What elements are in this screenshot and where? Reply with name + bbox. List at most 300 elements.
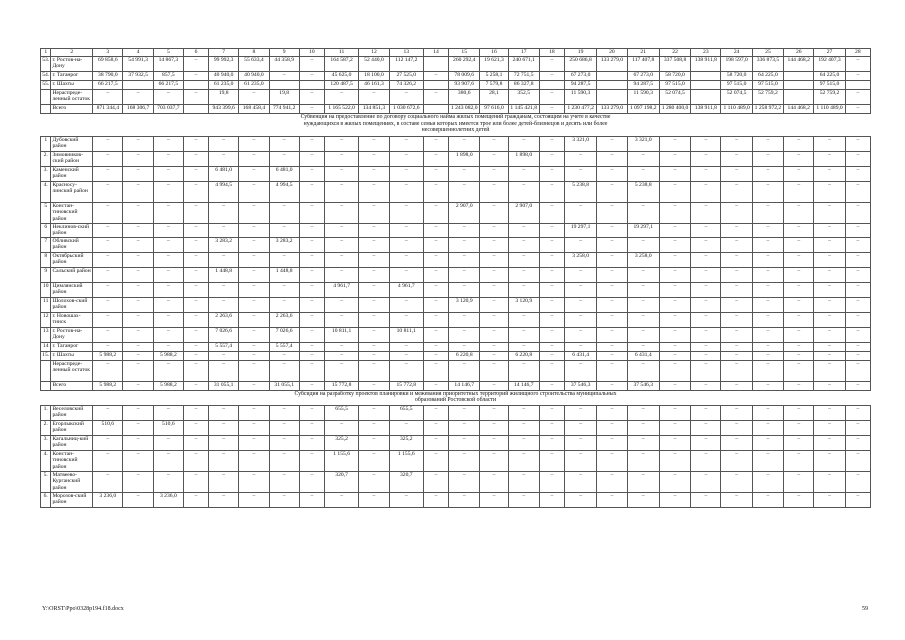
value-cell: –: [814, 224, 845, 238]
value-cell: –: [239, 152, 269, 167]
value-cell: 871 344,4: [93, 105, 123, 114]
value-cell: –: [424, 435, 449, 450]
value-cell: –: [449, 252, 480, 267]
value-cell: –: [359, 182, 389, 203]
value-cell: –: [721, 152, 752, 167]
value-cell: –: [480, 312, 508, 327]
value-cell: –: [627, 267, 659, 282]
value-cell: –: [183, 137, 208, 152]
value-cell: –: [752, 252, 783, 267]
value-cell: –: [752, 224, 783, 238]
value-cell: –: [564, 297, 596, 312]
value-cell: 38 790,0: [93, 72, 123, 81]
value-cell: 5 988,2: [153, 381, 183, 390]
value-cell: –: [299, 405, 324, 420]
value-cell: –: [784, 152, 814, 167]
value-cell: –: [539, 420, 564, 435]
value-cell: –: [721, 203, 752, 224]
value-cell: 52 074,5: [721, 90, 752, 105]
value-cell: –: [814, 152, 845, 167]
value-cell: –: [752, 435, 783, 450]
value-cell: 117 407,8: [627, 57, 659, 72]
value-cell: –: [814, 420, 845, 435]
value-cell: –: [239, 297, 269, 312]
value-cell: 3 236,0: [153, 492, 183, 507]
value-cell: –: [721, 167, 752, 182]
value-cell: 168 306,7: [123, 105, 153, 114]
value-cell: –: [424, 267, 449, 282]
value-cell: –: [269, 405, 299, 420]
value-cell: –: [153, 237, 183, 252]
value-cell: –: [784, 237, 814, 252]
value-cell: –: [627, 297, 659, 312]
value-cell: 1 448,8: [209, 267, 239, 282]
value-cell: –: [659, 405, 690, 420]
value-cell: –: [564, 450, 596, 471]
value-cell: 74 326,2: [389, 81, 423, 90]
value-cell: –: [691, 492, 721, 507]
value-cell: –: [183, 267, 208, 282]
value-cell: –: [564, 167, 596, 182]
value-cell: 320,7: [389, 471, 423, 492]
value-cell: –: [539, 342, 564, 351]
value-cell: –: [539, 267, 564, 282]
value-cell: 1 243 082,0: [449, 105, 480, 114]
value-cell: –: [123, 342, 153, 351]
value-cell: –: [539, 167, 564, 182]
value-cell: –: [324, 297, 358, 312]
value-cell: –: [659, 297, 690, 312]
value-cell: –: [183, 57, 208, 72]
value-cell: –: [424, 182, 449, 203]
value-cell: –: [359, 405, 389, 420]
value-cell: –: [508, 420, 539, 435]
value-cell: –: [93, 224, 123, 238]
value-cell: [691, 81, 721, 90]
value-cell: –: [449, 450, 480, 471]
value-cell: 52 440,0: [359, 57, 389, 72]
value-cell: –: [784, 182, 814, 203]
value-cell: –: [508, 471, 539, 492]
row-number-cell: 14: [41, 342, 51, 351]
row-number-cell: 55.: [41, 81, 51, 90]
value-cell: [597, 72, 627, 81]
value-cell: –: [324, 351, 358, 360]
value-cell: –: [359, 237, 389, 252]
value-cell: –: [389, 492, 423, 507]
value-cell: –: [480, 327, 508, 342]
value-cell: –: [93, 90, 123, 105]
value-cell: –: [299, 72, 324, 81]
value-cell: –: [627, 492, 659, 507]
value-cell: –: [480, 450, 508, 471]
value-cell: –: [627, 237, 659, 252]
value-cell: –: [183, 351, 208, 360]
value-cell: –: [269, 351, 299, 360]
value-cell: –: [539, 252, 564, 267]
row-number-cell: 9: [41, 267, 51, 282]
value-cell: –: [845, 252, 870, 267]
value-cell: [597, 90, 627, 105]
value-cell: –: [183, 435, 208, 450]
value-cell: –: [691, 203, 721, 224]
row-number-cell: 15.: [41, 351, 51, 360]
value-cell: –: [183, 342, 208, 351]
value-cell: –: [721, 342, 752, 351]
value-cell: –: [659, 351, 690, 360]
value-cell: –: [449, 327, 480, 342]
table-row: [41, 327, 871, 342]
value-cell: –: [659, 282, 690, 297]
value-cell: 15 772,8: [324, 381, 358, 390]
value-cell: –: [93, 252, 123, 267]
value-cell: –: [93, 282, 123, 297]
value-cell: –: [239, 450, 269, 471]
value-cell: –: [183, 312, 208, 327]
column-number-header: 28: [845, 49, 870, 57]
value-cell: –: [153, 405, 183, 420]
value-cell: –: [93, 360, 123, 381]
value-cell: 1 230 477,2: [564, 105, 596, 114]
row-number-cell: 1: [41, 137, 51, 152]
value-cell: –: [123, 267, 153, 282]
value-cell: 5 258,1: [480, 72, 508, 81]
value-cell: –: [845, 342, 870, 351]
value-cell: –: [449, 267, 480, 282]
value-cell: –: [123, 203, 153, 224]
value-cell: –: [389, 182, 423, 203]
value-cell: –: [597, 420, 627, 435]
value-cell: 97 515,0: [659, 81, 690, 90]
value-cell: –: [93, 312, 123, 327]
value-cell: [424, 57, 449, 72]
value-cell: –: [814, 360, 845, 381]
value-cell: –: [183, 252, 208, 267]
value-cell: –: [659, 471, 690, 492]
value-cell: –: [359, 297, 389, 312]
value-cell: 67 273,0: [627, 72, 659, 81]
table-row: [41, 351, 871, 360]
value-cell: –: [324, 203, 358, 224]
value-cell: –: [269, 450, 299, 471]
table-row: [41, 182, 871, 203]
value-cell: –: [209, 492, 239, 507]
value-cell: –: [752, 381, 783, 390]
column-number-header: 17: [508, 49, 539, 57]
value-cell: –: [269, 224, 299, 238]
value-cell: –: [209, 351, 239, 360]
column-number-header: 12: [359, 49, 389, 57]
value-cell: 6 431,4: [564, 351, 596, 360]
value-cell: 510,6: [93, 420, 123, 435]
value-cell: –: [424, 405, 449, 420]
value-cell: 1 898,0: [508, 152, 539, 167]
value-cell: –: [299, 282, 324, 297]
value-cell: –: [449, 312, 480, 327]
value-cell: –: [424, 381, 449, 390]
value-cell: 6 220,8: [449, 351, 480, 360]
column-number-header: 8: [239, 49, 269, 57]
territory-name-cell: Обливский район: [51, 237, 93, 252]
value-cell: –: [239, 237, 269, 252]
row-number-cell: 13: [41, 327, 51, 342]
row-number-cell: 6: [41, 224, 51, 238]
value-cell: –: [93, 342, 123, 351]
value-cell: –: [153, 435, 183, 450]
value-cell: –: [597, 237, 627, 252]
column-number-header: 21: [627, 49, 659, 57]
value-cell: –: [845, 420, 870, 435]
value-cell: –: [389, 152, 423, 167]
row-number-cell: 54.: [41, 72, 51, 81]
value-cell: –: [183, 152, 208, 167]
value-cell: 52 759,2: [752, 90, 783, 105]
value-cell: –: [539, 282, 564, 297]
value-cell: –: [209, 471, 239, 492]
value-cell: –: [691, 267, 721, 282]
value-cell: –: [508, 137, 539, 152]
row-number-cell: 4.: [41, 450, 51, 471]
row-number-cell: [41, 360, 51, 381]
table-row: [41, 267, 871, 282]
value-cell: –: [539, 203, 564, 224]
table-row: [41, 297, 871, 312]
value-cell: –: [597, 267, 627, 282]
value-cell: 144 468,2: [784, 105, 814, 114]
value-cell: [183, 105, 208, 114]
column-number-header: 2: [51, 49, 93, 57]
value-cell: –: [269, 72, 299, 81]
value-cell: –: [299, 297, 324, 312]
value-cell: –: [627, 167, 659, 182]
value-cell: –: [508, 282, 539, 297]
value-cell: –: [299, 224, 324, 238]
value-cell: [784, 72, 814, 81]
value-cell: –: [691, 167, 721, 182]
value-cell: –: [814, 167, 845, 182]
value-cell: –: [845, 450, 870, 471]
value-cell: –: [845, 492, 870, 507]
column-number-header: 13: [389, 49, 423, 57]
value-cell: –: [359, 342, 389, 351]
value-cell: –: [814, 435, 845, 450]
value-cell: 168 458,4: [239, 105, 269, 114]
value-cell: –: [389, 342, 423, 351]
value-cell: –: [721, 492, 752, 507]
value-cell: 198 597,0: [721, 57, 752, 72]
value-cell: [123, 81, 153, 90]
value-cell: –: [539, 90, 564, 105]
value-cell: [691, 72, 721, 81]
value-cell: –: [183, 282, 208, 297]
section-heading: Субвенция на предоставление по договору социального найма жилых помещений гражданам, состоящим на учете в качестве нуждающихся в жилых помещениях, в составе семьи которых имеется трое или более детей-близнецов и десять или более несовершеннолетних детей: [41, 114, 871, 137]
column-number-header: 27: [814, 49, 845, 57]
value-cell: –: [814, 182, 845, 203]
value-cell: –: [784, 282, 814, 297]
value-cell: –: [564, 267, 596, 282]
value-cell: –: [539, 312, 564, 327]
table-row: [41, 471, 871, 492]
table-body: [41, 49, 871, 508]
value-cell: –: [183, 381, 208, 390]
value-cell: [424, 81, 449, 90]
value-cell: –: [564, 327, 596, 342]
value-cell: –: [564, 435, 596, 450]
value-cell: –: [480, 182, 508, 203]
value-cell: 19 621,3: [480, 57, 508, 72]
value-cell: –: [299, 471, 324, 492]
value-cell: –: [123, 471, 153, 492]
value-cell: –: [359, 420, 389, 435]
value-cell: –: [183, 471, 208, 492]
value-cell: –: [597, 351, 627, 360]
value-cell: 112 147,2: [389, 57, 423, 72]
value-cell: 5 557,4: [209, 342, 239, 351]
territory-name-cell: Констан-тиновский район: [51, 203, 93, 224]
column-number-header: 9: [269, 49, 299, 57]
value-cell: –: [424, 471, 449, 492]
value-cell: –: [752, 327, 783, 342]
value-cell: –: [508, 405, 539, 420]
value-cell: –: [752, 342, 783, 351]
value-cell: –: [659, 237, 690, 252]
value-cell: 58 720,0: [721, 72, 752, 81]
value-cell: 120 487,5: [324, 81, 358, 90]
value-cell: –: [123, 420, 153, 435]
value-cell: –: [659, 137, 690, 152]
value-cell: 4 961,7: [389, 282, 423, 297]
value-cell: –: [239, 282, 269, 297]
value-cell: 144 468,2: [784, 57, 814, 72]
column-number-header: 24: [721, 49, 752, 57]
value-cell: –: [659, 224, 690, 238]
value-cell: 93 907,6: [449, 81, 480, 90]
value-cell: 1 155,6: [324, 450, 358, 471]
value-cell: –: [299, 167, 324, 182]
value-cell: –: [480, 252, 508, 267]
table-row: [41, 492, 871, 507]
value-cell: –: [424, 327, 449, 342]
value-cell: –: [449, 342, 480, 351]
value-cell: –: [299, 492, 324, 507]
value-cell: –: [324, 237, 358, 252]
value-cell: –: [691, 182, 721, 203]
territory-name-cell: Всего: [51, 105, 93, 114]
table-row: [41, 137, 871, 152]
row-number-cell: [41, 381, 51, 390]
value-cell: –: [659, 360, 690, 381]
value-cell: –: [183, 405, 208, 420]
section-heading-row: [41, 114, 871, 137]
column-number-header: 1: [41, 49, 51, 57]
table-row: [41, 252, 871, 267]
value-cell: –: [449, 167, 480, 182]
value-cell: –: [123, 137, 153, 152]
value-cell: 133 279,0: [597, 105, 627, 114]
value-cell: –: [480, 342, 508, 351]
table-row: [41, 224, 871, 238]
value-cell: –: [845, 360, 870, 381]
value-cell: 3 120,9: [449, 297, 480, 312]
column-number-header: 11: [324, 49, 358, 57]
value-cell: 510,6: [153, 420, 183, 435]
value-cell: –: [209, 152, 239, 167]
value-cell: 703 037,7: [153, 105, 183, 114]
value-cell: 72 751,5: [508, 72, 539, 81]
value-cell: 94 287,5: [627, 81, 659, 90]
value-cell: –: [597, 137, 627, 152]
table-row: [41, 282, 871, 297]
column-number-header-row: [41, 49, 871, 57]
value-cell: –: [209, 297, 239, 312]
value-cell: –: [239, 492, 269, 507]
value-cell: 320,7: [324, 471, 358, 492]
value-cell: 31 055,1: [209, 381, 239, 390]
value-cell: –: [324, 167, 358, 182]
value-cell: –: [845, 267, 870, 282]
value-cell: 6 431,4: [627, 351, 659, 360]
value-cell: –: [299, 137, 324, 152]
value-cell: 2 907,0: [449, 203, 480, 224]
territory-name-cell: Нераспреде-ленный остаток: [51, 90, 93, 105]
value-cell: 325,2: [389, 435, 423, 450]
territory-name-cell: Каменский район: [51, 167, 93, 182]
value-cell: –: [239, 137, 269, 152]
territory-name-cell: г. Новошах-тинск: [51, 312, 93, 327]
value-cell: –: [691, 351, 721, 360]
table-row: [41, 152, 871, 167]
territory-name-cell: Зимовников-ский район: [51, 152, 93, 167]
row-number-cell: 3.: [41, 435, 51, 450]
value-cell: –: [659, 203, 690, 224]
value-cell: –: [539, 405, 564, 420]
value-cell: –: [784, 405, 814, 420]
territory-name-cell: г. Ростов-на-Дону: [51, 57, 93, 72]
value-cell: –: [691, 327, 721, 342]
territory-name-cell: г. Ростов-на-Дону: [51, 327, 93, 342]
value-cell: 7 026,6: [209, 327, 239, 342]
value-cell: –: [93, 297, 123, 312]
value-cell: –: [845, 137, 870, 152]
value-cell: 1 155,6: [389, 450, 423, 471]
value-cell: –: [752, 405, 783, 420]
value-cell: –: [299, 267, 324, 282]
value-cell: 14 146,7: [508, 381, 539, 390]
value-cell: –: [269, 360, 299, 381]
value-cell: 3 236,0: [93, 492, 123, 507]
value-cell: –: [691, 237, 721, 252]
value-cell: –: [299, 203, 324, 224]
value-cell: –: [424, 203, 449, 224]
value-cell: –: [564, 342, 596, 351]
value-cell: 97 515,0: [752, 81, 783, 90]
value-cell: –: [424, 450, 449, 471]
value-cell: –: [691, 282, 721, 297]
value-cell: –: [183, 224, 208, 238]
value-cell: 58 720,0: [659, 72, 690, 81]
value-cell: –: [239, 182, 269, 203]
value-cell: –: [784, 381, 814, 390]
value-cell: 45 625,0: [324, 72, 358, 81]
value-cell: –: [597, 381, 627, 390]
value-cell: –: [721, 360, 752, 381]
territory-name-cell: Егорлыкский район: [51, 420, 93, 435]
value-cell: –: [183, 327, 208, 342]
value-cell: –: [123, 282, 153, 297]
value-cell: 337 508,8: [659, 57, 690, 72]
value-cell: –: [784, 312, 814, 327]
value-cell: –: [153, 342, 183, 351]
